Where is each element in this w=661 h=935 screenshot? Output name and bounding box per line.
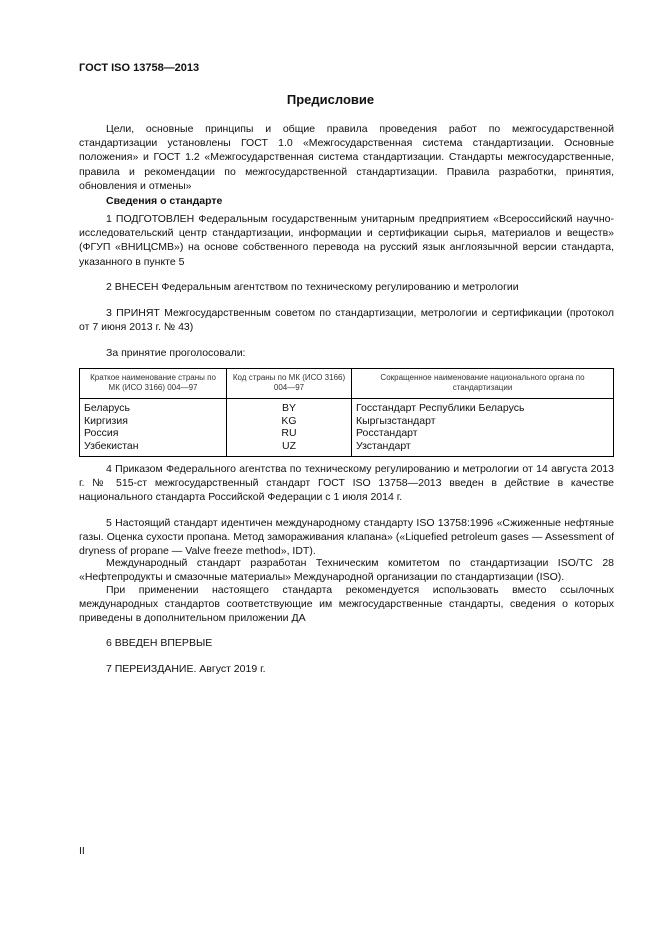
votes-header-code: Код страны по МК (ИСО 3166) 004—97: [227, 369, 352, 399]
votes-header-country: Краткое наименование страны по МК (ИСО 3166) 004—97: [80, 369, 227, 399]
country-cell: Беларусь: [80, 399, 227, 415]
info-item-4: 4 Приказом Федерального агентства по техническому регулированию и метрологии от 14 августа 2013 г. № 515-ст межгосударственный стандарт ГОСТ ISO 13758—2013 введен в действие в качестве национального стандарта Российской Федерации с 1 июля 2014 г.: [79, 463, 614, 504]
country-cell: Узбекистан: [80, 440, 227, 457]
votes-header-body: Сокращенное наименование национального органа по стандартизации: [352, 369, 614, 399]
votes-table: [79, 368, 614, 457]
document-number-header: ГОСТ ISO 13758—2013: [79, 62, 200, 74]
table-row: [80, 427, 614, 440]
info-item-5: 5 Настоящий стандарт идентичен международному стандарту ISO 13758:1996 «Сжиженные нефтяные газы. Оценка сухости пропана. Метод замораживания клапана» («Liquefied petroleum gases — Assessment of dryness of propane — Valve freeze method», IDT).: [79, 517, 614, 558]
body-cell: Узстандарт: [352, 440, 614, 457]
info-item-5-refs: При применении настоящего стандарта рекомендуется использовать вместо ссылочных международных стандартов соответствующие им межгосударственные стандарты, сведения о которых приведены в дополнительном приложении ДА: [79, 584, 614, 625]
info-item-3: 3 ПРИНЯТ Межгосударственным советом по стандартизации, метрологии и сертификации (протокол от 7 июня 2013 г. № 43): [79, 307, 614, 334]
table-row: [80, 415, 614, 428]
info-item-7: 7 ПЕРЕИЗДАНИЕ. Август 2019 г.: [106, 663, 266, 675]
info-item-2: 2 ВНЕСЕН Федеральным агентством по техническому регулированию и метрологии: [106, 281, 519, 293]
body-cell: Госстандарт Республики Беларусь: [352, 399, 614, 415]
body-cell: Росстандарт: [352, 427, 614, 440]
info-item-1: 1 ПОДГОТОВЛЕН Федеральным государственным унитарным предприятием «Всероссийский научно-исследовательский центр стандартизации, информации и сертификации сырья, материалов и веществ» (ФГУП «ВНИЦСМВ») на основе собственного перевода на русский язык англоязычной версии стандарта, указанного в пункте 5: [79, 213, 614, 268]
code-cell: UZ: [227, 440, 352, 457]
country-cell: Киргизия: [80, 415, 227, 428]
table-row: [80, 399, 614, 415]
preface-intro: Цели, основные принципы и общие правила проведения работ по межгосударственной стандартизации установлены ГОСТ 1.0 «Межгосударственная система стандартизации. Основные положения» и ГОСТ 1.2 «Межгосударственная система стандартизации. Стандарты межгосударственные, правила и рекомендации по межгосударственной стандартизации. Правила разработки, принятия, обновления и отмены»: [79, 123, 614, 192]
country-cell: Россия: [80, 427, 227, 440]
info-item-6: 6 ВВЕДЕН ВПЕРВЫЕ: [106, 637, 213, 649]
info-item-5-tc: Международный стандарт разработан Техническим комитетом по стандартизации ISO/TC 28 «Нефтепродукты и смазочные материалы» Международной организации по стандартизации (ISO).: [79, 557, 614, 584]
code-cell: KG: [227, 415, 352, 428]
body-cell: Кыргызстандарт: [352, 415, 614, 428]
votes-caption: За принятие проголосовали:: [106, 347, 246, 359]
preface-title: Предисловие: [286, 92, 375, 107]
page-number: II: [79, 845, 85, 857]
code-cell: BY: [227, 399, 352, 415]
code-cell: RU: [227, 427, 352, 440]
standard-info-heading: Сведения о стандарте: [106, 195, 223, 207]
table-row: [80, 440, 614, 457]
